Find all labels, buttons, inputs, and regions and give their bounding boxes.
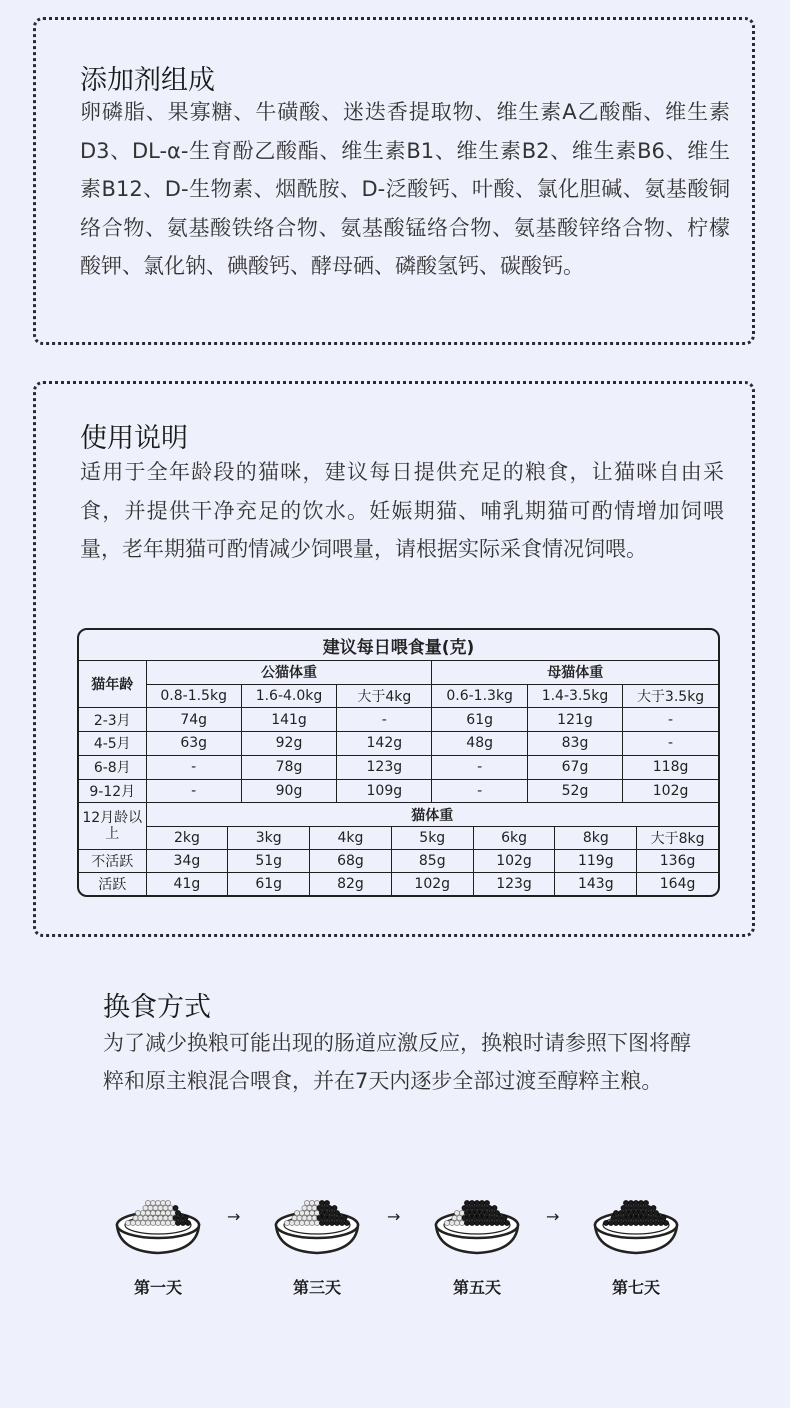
adult-weight-col: 3kg bbox=[228, 827, 310, 849]
additives-body: 卵磷脂、果寡糖、牛磺酸、迷迭香提取物、维生素A乙酸酯、维生素D3、DL-α-生育酚乙酸酯、维生素B1、维生素B2、维生素B6、维生素B12、D-生物素、烟酰胺、D-泛酸钙、叶酸、氯化胆碱、氨基酸铜络合物、氨基酸铁络合物、氨基酸锰络合物、氨基酸锌络合物、柠檬酸钾、氯化钠、碘酸钙、酵母硒、磷酸氢钙、碳酸钙。 bbox=[80, 100, 730, 278]
amount-cell: 102g bbox=[392, 873, 474, 895]
weight-col-header: 大于4kg bbox=[337, 684, 432, 708]
amount-cell: - bbox=[432, 755, 527, 779]
amount-cell: 41g bbox=[147, 873, 229, 895]
food-bowl-icon bbox=[432, 1185, 522, 1257]
amount-cell: 61g bbox=[228, 873, 310, 895]
amount-cell: 118g bbox=[623, 755, 718, 779]
amount-cell: 63g bbox=[146, 732, 241, 756]
amount-cell: 102g bbox=[474, 850, 556, 872]
amount-cell: 68g bbox=[310, 850, 392, 872]
step-label: 第七天 bbox=[611, 1278, 660, 1297]
female-weight-header: 母猫体重 bbox=[432, 661, 718, 685]
amount-cell: 164g bbox=[659, 876, 696, 892]
amount-cell: 119g bbox=[555, 850, 637, 872]
weight-col-header: 1.4-3.5kg bbox=[527, 684, 622, 708]
transition-body: 为了减少换粮可能出现的肠道应激反应，换粮时请参照下图将醇粹和原主粮混合喂食，并在7天内逐步全部过渡至醇粹主粮。 bbox=[103, 1031, 691, 1093]
weight-col-header: 1.6-4.0kg bbox=[241, 684, 336, 708]
table-row bbox=[79, 779, 718, 803]
amount-cell: 90g bbox=[241, 779, 336, 803]
food-bowl-icon bbox=[591, 1185, 681, 1257]
transition-steps bbox=[0, 1185, 790, 1315]
amount-cell: - bbox=[146, 755, 241, 779]
adult-weight-col: 4kg bbox=[310, 827, 392, 849]
weight-col-header: 0.8-1.5kg bbox=[146, 684, 241, 708]
arrow-icon: → bbox=[546, 1207, 560, 1226]
amount-cell: 142g bbox=[337, 732, 432, 756]
table-row bbox=[79, 850, 718, 873]
usage-panel bbox=[33, 381, 755, 937]
amount-cell: 123g bbox=[474, 873, 556, 895]
activity-cell: 不活跃 bbox=[79, 850, 146, 873]
age-cell: 6-8月 bbox=[79, 755, 146, 779]
weight-col-header: 大于3.5kg bbox=[623, 684, 718, 708]
amount-cell: - bbox=[146, 779, 241, 803]
arrow-icon: → bbox=[387, 1207, 401, 1226]
amount-cell: 61g bbox=[432, 708, 527, 732]
amount-cell: 102g bbox=[623, 779, 718, 803]
amount-cell: 83g bbox=[527, 732, 622, 756]
age-cell: 4-5月 bbox=[79, 732, 146, 756]
table-row bbox=[79, 708, 718, 732]
table-row bbox=[79, 755, 718, 779]
amount-cell: 85g bbox=[392, 850, 474, 872]
table-row bbox=[79, 732, 718, 756]
activity-cell: 活跃 bbox=[79, 873, 146, 896]
transition-title: 换食方式 bbox=[103, 992, 211, 1023]
amount-cell: 48g bbox=[432, 732, 527, 756]
usage-body: 适用于全年龄段的猫咪，建议每日提供充足的粮食，让猫咪自由采食，并提供干净充足的饮水。妊娠期猫、哺乳期猫可酌情增加饲喂量，老年期猫可酌情减少饲喂量，请根据实际采食情况饲喂。 bbox=[80, 460, 724, 561]
weight-col-header: 0.6-1.3kg bbox=[432, 684, 527, 708]
amount-cell: 143g bbox=[555, 873, 637, 895]
adult-weight-col: 8kg bbox=[555, 827, 637, 849]
arrow-icon: → bbox=[227, 1207, 241, 1226]
male-weight-header: 公猫体重 bbox=[146, 661, 432, 685]
amount-cell: 123g bbox=[337, 755, 432, 779]
adult-weight-header: 猫体重 bbox=[146, 803, 718, 827]
amount-cell: - bbox=[623, 732, 718, 756]
adult-weight-col: 大于8kg bbox=[650, 831, 705, 847]
adult-weight-col: 2kg bbox=[147, 827, 229, 849]
food-bowl-icon bbox=[272, 1185, 362, 1257]
adult-weight-col: 5kg bbox=[392, 827, 474, 849]
step-label: 第三天 bbox=[292, 1278, 341, 1297]
amount-cell: - bbox=[337, 708, 432, 732]
age-cell: 9-12月 bbox=[79, 779, 146, 803]
amount-cell: 74g bbox=[146, 708, 241, 732]
amount-cell: 109g bbox=[337, 779, 432, 803]
amount-cell: 141g bbox=[241, 708, 336, 732]
amount-cell: - bbox=[623, 708, 718, 732]
amount-cell: - bbox=[432, 779, 527, 803]
amount-cell: 51g bbox=[228, 850, 310, 872]
amount-cell: 92g bbox=[241, 732, 336, 756]
age-cell: 2-3月 bbox=[79, 708, 146, 732]
table-row bbox=[79, 873, 718, 896]
usage-title: 使用说明 bbox=[80, 423, 188, 454]
adult-weight-col: 6kg bbox=[474, 827, 556, 849]
amount-cell: 52g bbox=[527, 779, 622, 803]
amount-cell: 82g bbox=[310, 873, 392, 895]
food-bowl-icon bbox=[113, 1185, 203, 1257]
age-header: 猫年龄 bbox=[79, 661, 146, 708]
additives-panel bbox=[33, 17, 755, 345]
amount-cell: 34g bbox=[147, 850, 229, 872]
amount-cell: 67g bbox=[527, 755, 622, 779]
amount-cell: 121g bbox=[527, 708, 622, 732]
step-label: 第五天 bbox=[452, 1278, 501, 1297]
feeding-table bbox=[77, 628, 720, 897]
additives-title: 添加剂组成 bbox=[80, 65, 215, 96]
amount-cell: 136g bbox=[659, 853, 696, 869]
amount-cell: 78g bbox=[241, 755, 336, 779]
feeding-table-title: 建议每日喂食量(克) bbox=[79, 630, 718, 661]
step-label: 第一天 bbox=[133, 1278, 182, 1297]
adult-age-cell: 12月龄以上 bbox=[79, 803, 146, 850]
